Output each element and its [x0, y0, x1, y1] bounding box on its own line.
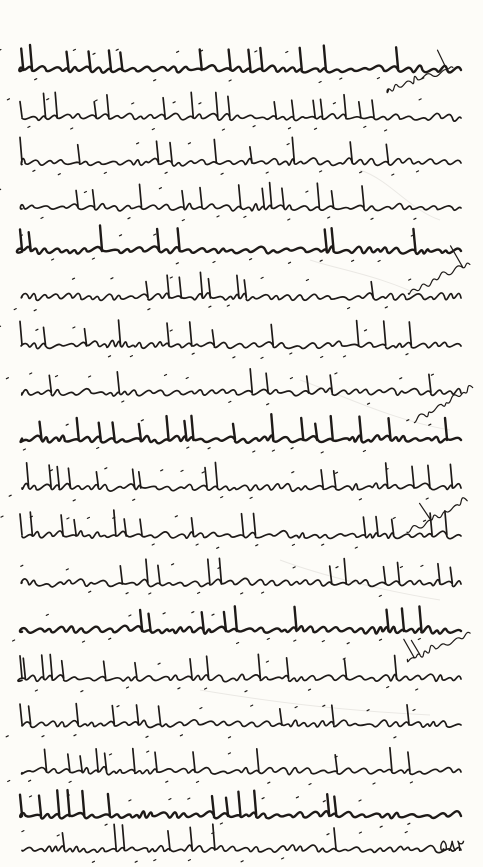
manuscript-line: [14, 746, 469, 788]
manuscript-line: [14, 367, 469, 409]
manuscript-line: [14, 182, 469, 224]
handwriting-stroke: [14, 605, 469, 647]
handwriting-stroke: [14, 558, 469, 600]
handwriting-stroke: [14, 824, 469, 866]
handwriting-stroke: [14, 182, 469, 224]
manuscript-line: [14, 462, 469, 504]
handwriting-stroke: [14, 746, 469, 788]
manuscript-line: [14, 699, 469, 741]
manuscript-line: [14, 225, 469, 267]
manuscript-line: [14, 824, 469, 866]
manuscript-line: [14, 605, 469, 647]
manuscript-line: [14, 414, 469, 456]
manuscript-body: [14, 34, 469, 834]
handwriting-stroke: [14, 462, 469, 504]
handwriting-stroke: [14, 225, 469, 267]
manuscript-line: [14, 558, 469, 600]
manuscript-line: [14, 320, 469, 362]
page-number: ۵۸۲: [439, 836, 465, 855]
handwriting-stroke: [14, 367, 469, 409]
handwriting-stroke: [14, 137, 469, 179]
handwriting-stroke: [14, 699, 469, 741]
manuscript-line: [14, 137, 469, 179]
handwriting-stroke: [14, 320, 469, 362]
handwriting-stroke: [14, 414, 469, 456]
